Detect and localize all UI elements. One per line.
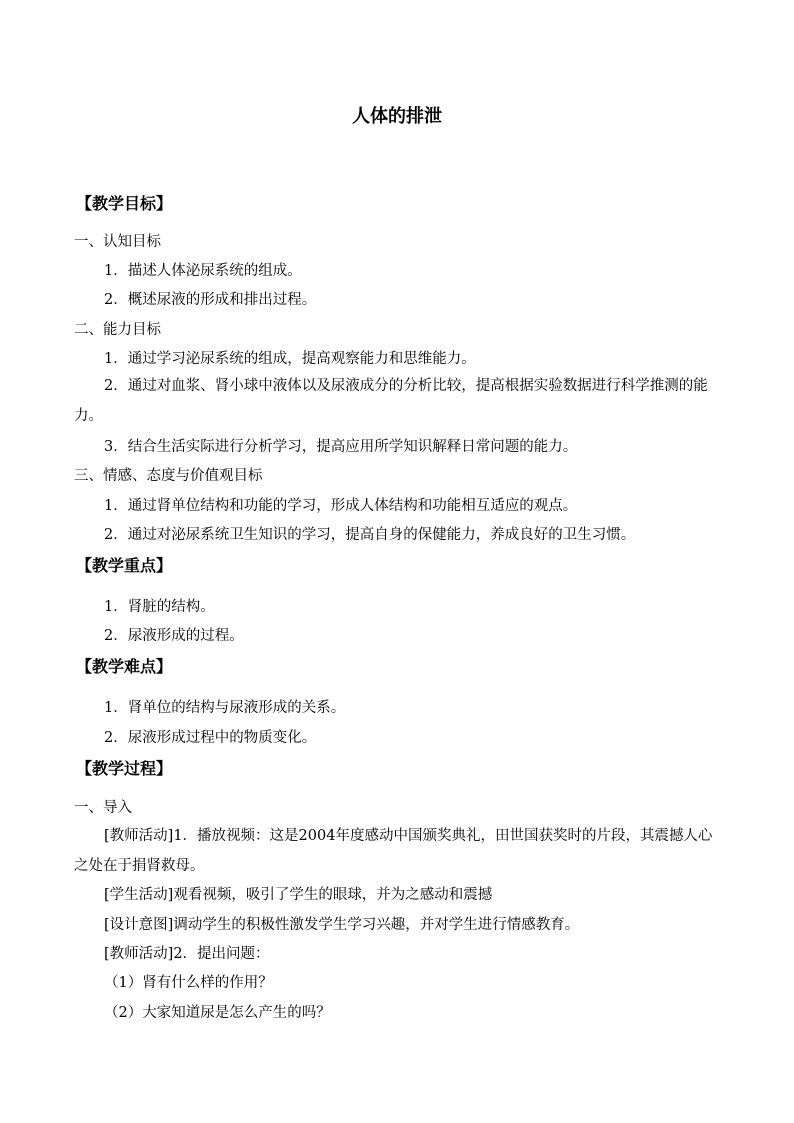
list-item: 1．肾脏的结构。 [104,599,215,615]
affective-goals-label: 三、情感、态度与价值观目标 [74,468,263,484]
list-item: 2．尿液形成的过程。 [104,628,244,644]
list-item: 2．概述尿液的形成和排出过程。 [104,292,317,308]
paragraph: [学生活动]观看视频，吸引了学生的眼球，并为之感动和震撼 [104,887,493,903]
ability-goals-label: 二、能力目标 [74,322,161,338]
list-item: 1．通过肾单位结构和功能的学习，形成人体结构和功能相互适应的观点。 [104,498,578,514]
list-item: 3．结合生活实际进行分析学习，提高应用所学知识解释日常问题的能力。 [104,439,578,455]
process-section-intro: 一、导入 [74,800,132,816]
question-item: （1）肾有什么样的作用？ [104,975,273,991]
section-heading-process: 【教学过程】 [76,759,173,778]
section-heading-teaching-goals: 【教学目标】 [76,194,173,213]
paragraph: [教师活动]1．播放视频：这是2004年度感动中国颁奖典礼，田世国获奖时的片段，其震撼人心之处在于捐肾救母。 [74,828,713,874]
cognitive-goals-label: 一、认知目标 [74,234,161,250]
list-item: 2．尿液形成过程中的物质变化。 [104,730,317,746]
list-item: 1．描述人体泌尿系统的组成。 [104,263,302,279]
paragraph: [设计意图]调动学生的积极性激发学生学习兴趣，并对学生进行情感教育。 [104,917,580,933]
section-heading-difficulties: 【教学难点】 [76,657,173,676]
list-item: 2．通过对泌尿系统卫生知识的学习，提高自身的保健能力，养成良好的卫生习惯。 [104,527,636,543]
section-heading-key-points: 【教学重点】 [76,556,173,575]
paragraph: [教师活动]2．提出问题： [104,946,270,962]
list-item: 1．肾单位的结构与尿液形成的关系。 [104,700,346,716]
list-item-wrapped: 2．通过对血浆、肾小球中液体以及尿液成分的分析比较，提高根据实验数据进行科学推测的能力。 [74,378,708,424]
document-title: 人体的排泄 [352,106,442,127]
question-item: （2）大家知道尿是怎么产生的吗？ [104,1005,331,1021]
list-item: 1．通过学习泌尿系统的组成，提高观察能力和思维能力。 [104,351,476,367]
